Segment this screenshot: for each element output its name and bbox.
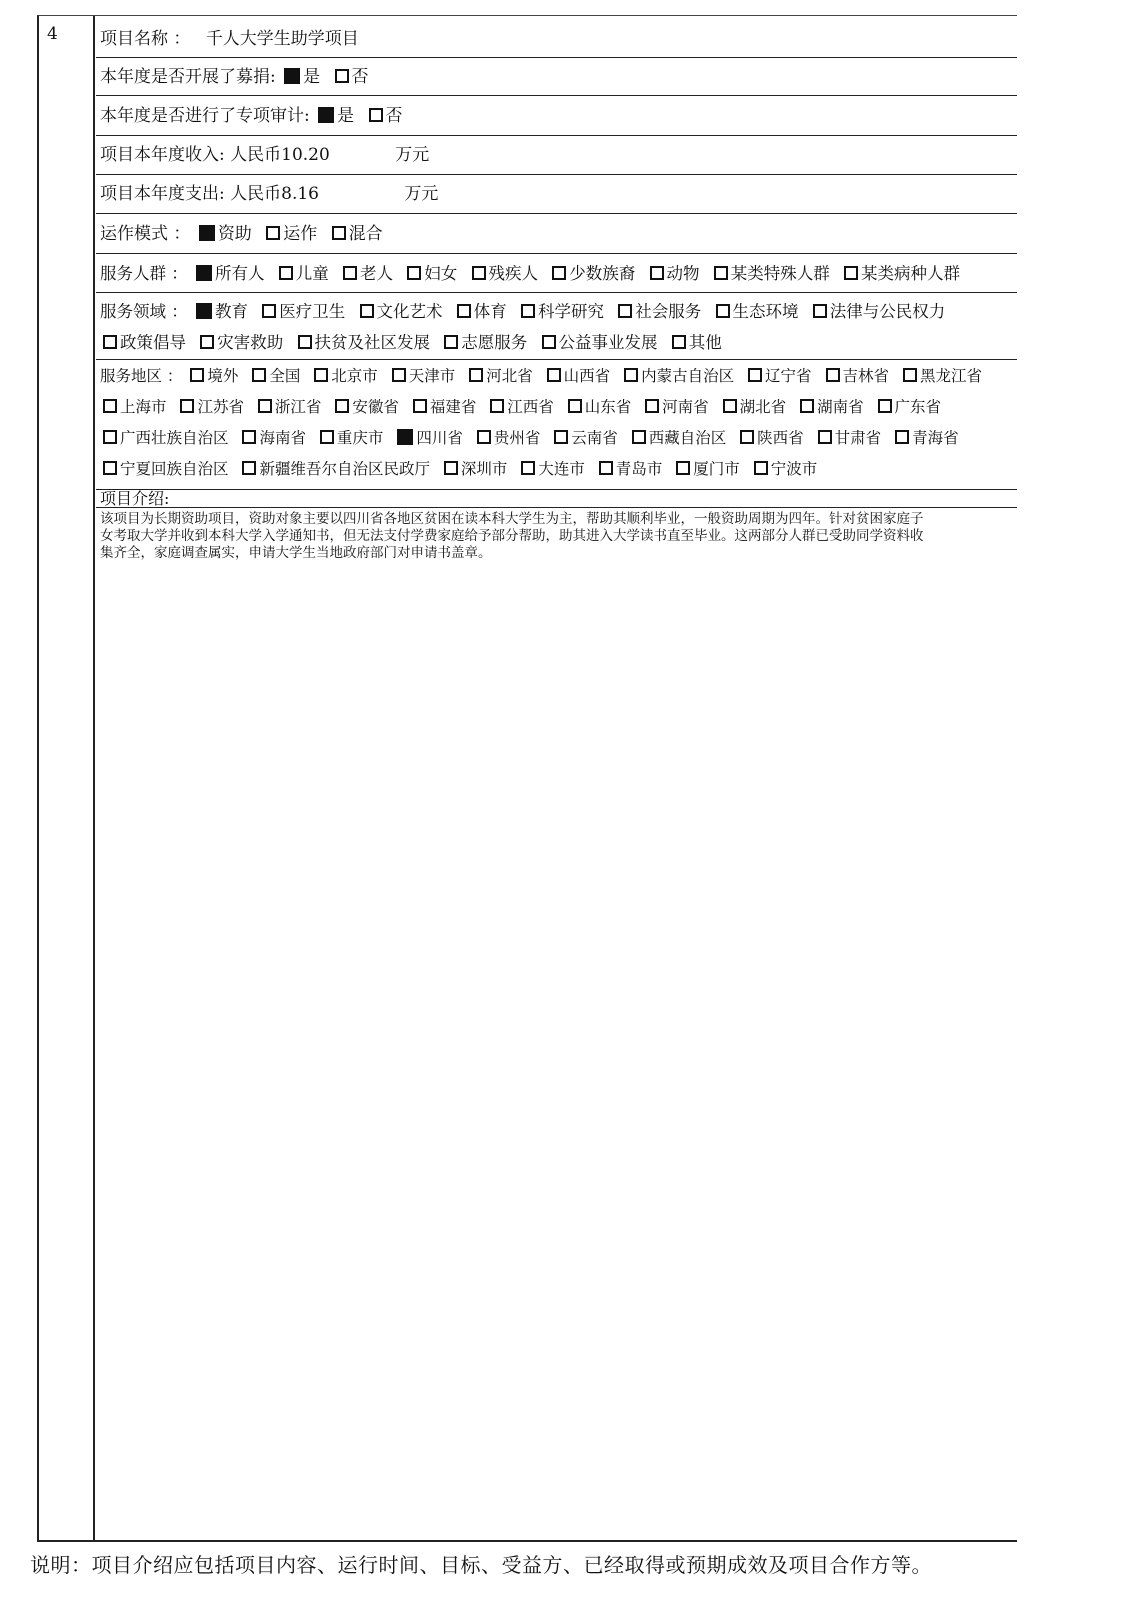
service-population-option xyxy=(647,264,706,283)
row-number: 4 xyxy=(47,24,58,44)
service-population-options xyxy=(193,264,966,283)
fundraising-option xyxy=(281,67,326,87)
service-region-option xyxy=(642,398,715,416)
unchecked-box-icon[interactable] xyxy=(457,304,471,318)
service-population-option-label: 老人 xyxy=(360,264,393,283)
service-region-option xyxy=(177,398,250,416)
audit-options xyxy=(315,106,408,126)
intro-text: 该项目为长期资助项目，资助对象主要以四川省各地区贫困在读本科大学生为主，帮助其顺利毕业，一般资助周期为四年。针对贫困家庭子女考取大学并收到本科大学入学通知书，但无法支付学费家庭给予部分帮助，助其进入大学读书直至毕业。这两部分人群已受助同学资料收集齐全，家庭调查属实，申请大学生当地政府部门对申请书盖章。 xyxy=(100,511,924,561)
unchecked-box-icon[interactable] xyxy=(490,399,504,413)
service-field-option xyxy=(259,302,351,321)
audit-option-label: 是 xyxy=(337,106,355,126)
service-field-option-label: 公益事业发展 xyxy=(558,333,658,352)
service-region-option xyxy=(410,398,483,416)
fundraising-option-label: 是 xyxy=(303,67,321,87)
service-region-option-label: 重庆市 xyxy=(336,429,384,447)
service-field-option-label: 政策倡导 xyxy=(120,333,186,352)
service-region-option xyxy=(565,398,638,416)
unchecked-box-icon[interactable] xyxy=(672,335,686,349)
unchecked-box-icon[interactable] xyxy=(314,368,328,382)
unchecked-box-icon[interactable] xyxy=(298,335,312,349)
operation-mode-label: 运作模式 ： xyxy=(100,224,191,244)
service-field-option-label: 社会服务 xyxy=(635,302,702,321)
service-region-option xyxy=(187,367,244,385)
unchecked-box-icon[interactable] xyxy=(200,335,214,349)
operation-mode-option xyxy=(263,224,323,244)
unchecked-box-icon[interactable] xyxy=(392,368,406,382)
checked-box-icon[interactable] xyxy=(196,303,212,319)
service-field-option xyxy=(539,333,664,352)
service-region-option-label: 安徽省 xyxy=(352,398,399,416)
service-region-label: 服务地区 ： xyxy=(100,367,183,385)
service-population-option xyxy=(276,264,335,283)
service-region-option xyxy=(255,398,328,416)
service-region-option-label: 广西壮族自治区 xyxy=(120,429,229,447)
operation-mode-option xyxy=(329,224,389,244)
unchecked-box-icon[interactable] xyxy=(599,461,613,475)
unchecked-box-icon[interactable] xyxy=(878,399,892,413)
service-region-option-label: 河南省 xyxy=(662,398,709,416)
unchecked-box-icon[interactable] xyxy=(444,335,458,349)
service-region-options xyxy=(100,367,988,478)
unchecked-box-icon[interactable] xyxy=(645,399,659,413)
service-population-option-label: 妇女 xyxy=(424,264,458,283)
service-region-option xyxy=(317,429,390,447)
service-region-option-label: 上海市 xyxy=(120,398,167,416)
service-population-option xyxy=(404,264,463,283)
unchecked-box-icon[interactable] xyxy=(332,226,346,240)
unchecked-box-icon[interactable] xyxy=(618,304,632,318)
service-field-option-label: 灾害救助 xyxy=(217,333,284,352)
service-region-option xyxy=(487,398,560,416)
expense-row xyxy=(96,175,1017,214)
service-region-option-label: 江西省 xyxy=(507,398,554,416)
unchecked-box-icon[interactable] xyxy=(800,399,814,413)
audit-option xyxy=(315,106,360,126)
service-population-option-label: 动物 xyxy=(666,264,700,283)
service-field-label: 服务领域 ： xyxy=(100,302,188,321)
unchecked-box-icon[interactable] xyxy=(252,368,266,382)
unchecked-box-icon[interactable] xyxy=(262,304,276,318)
service-field-option xyxy=(810,302,952,321)
expense-unit: 万元 xyxy=(404,184,439,204)
service-region-option-label: 宁夏回族自治区 xyxy=(120,460,229,478)
service-population-option-label: 某类特殊人群 xyxy=(730,264,830,283)
service-population-option xyxy=(193,264,271,283)
service-region-option xyxy=(596,460,669,478)
service-field-option xyxy=(441,333,533,352)
income-amount: 10.20 xyxy=(281,145,330,165)
fundraising-label: 本年度是否开展了募捐: xyxy=(100,67,276,87)
service-region-option xyxy=(544,367,617,385)
service-population-option xyxy=(469,264,545,283)
service-field-option xyxy=(357,302,449,321)
service-region-option xyxy=(100,398,173,416)
service-field-option xyxy=(197,333,289,352)
service-region-option-label: 贵州省 xyxy=(493,429,541,447)
service-field-option-label: 科学研究 xyxy=(538,302,604,321)
checked-box-icon[interactable] xyxy=(199,225,215,241)
service-region-option-label: 江苏省 xyxy=(197,398,244,416)
unchecked-box-icon[interactable] xyxy=(542,335,556,349)
unchecked-box-icon[interactable] xyxy=(472,266,486,280)
unchecked-box-icon[interactable] xyxy=(521,461,535,475)
service-region-option xyxy=(673,460,746,478)
service-population-option xyxy=(841,264,966,283)
service-region-option xyxy=(900,367,988,385)
project-name-row xyxy=(96,20,1017,58)
service-region-option xyxy=(332,398,405,416)
income-unit: 万元 xyxy=(395,145,430,165)
service-field-option-label: 医疗卫生 xyxy=(279,302,346,321)
unchecked-box-icon[interactable] xyxy=(813,304,827,318)
service-field-option-label: 法律与公民权力 xyxy=(829,302,946,321)
unchecked-box-icon[interactable] xyxy=(444,461,458,475)
unchecked-box-icon[interactable] xyxy=(190,368,204,382)
service-population-option xyxy=(340,264,399,283)
unchecked-box-icon[interactable] xyxy=(320,430,334,444)
service-field-option xyxy=(669,333,728,352)
fundraising-option xyxy=(332,67,375,87)
operation-mode-option-label: 混合 xyxy=(348,224,383,244)
service-region-option-label: 吉林省 xyxy=(842,367,890,385)
checked-box-icon[interactable] xyxy=(284,68,300,84)
service-region-option xyxy=(249,367,306,385)
service-population-option-label: 少数族裔 xyxy=(569,264,636,283)
service-region-option xyxy=(311,367,384,385)
expense-amount: 8.16 xyxy=(281,184,319,204)
unchecked-box-icon[interactable] xyxy=(360,304,374,318)
unchecked-box-icon[interactable] xyxy=(903,368,917,382)
service-region-option-label: 厦门市 xyxy=(693,460,740,478)
service-field-options xyxy=(100,302,951,352)
service-field-option-label: 扶贫及社区发展 xyxy=(314,333,430,352)
service-field-option xyxy=(295,333,437,352)
unchecked-box-icon[interactable] xyxy=(895,430,909,444)
service-region-option-label: 福建省 xyxy=(429,398,477,416)
service-population-label: 服务人群 ： xyxy=(100,264,188,283)
unchecked-box-icon[interactable] xyxy=(279,266,293,280)
fundraising-row xyxy=(96,58,1017,96)
unchecked-box-icon[interactable] xyxy=(335,69,349,83)
service-region-option-label: 河北省 xyxy=(486,367,533,385)
service-region-option xyxy=(737,429,810,447)
service-region-option-label: 内蒙古自治区 xyxy=(641,367,735,385)
service-region-option xyxy=(892,429,965,447)
unchecked-box-icon[interactable] xyxy=(624,368,638,382)
expense-label: 项目本年度支出: 人民币 xyxy=(100,184,282,204)
service-field-option-label: 志愿服务 xyxy=(461,333,528,352)
service-field-option-label: 文化艺术 xyxy=(376,302,443,321)
project-form-table xyxy=(37,15,1017,1542)
operation-mode-option-label: 运作 xyxy=(283,224,318,244)
unchecked-box-icon[interactable] xyxy=(469,368,483,382)
service-region-option-label: 青岛市 xyxy=(615,460,663,478)
unchecked-box-icon[interactable] xyxy=(369,108,383,122)
unchecked-box-icon[interactable] xyxy=(754,461,768,475)
service-region-option-label: 湖北省 xyxy=(739,398,787,416)
service-region-option-label: 天津市 xyxy=(408,367,456,385)
service-population-option-label: 残疾人 xyxy=(488,264,538,283)
service-region-option xyxy=(551,429,624,447)
unchecked-box-icon[interactable] xyxy=(180,399,194,413)
service-region-option-label: 湖南省 xyxy=(817,398,864,416)
service-population-option xyxy=(549,264,641,283)
footnote: 说明：项目介绍应包括项目内容、运行时间、目标、受益方、已经取得或预期成效及项目合作方等。 xyxy=(30,1553,932,1577)
service-region-option-label: 山东省 xyxy=(584,398,632,416)
service-region-option-label: 青海省 xyxy=(912,429,959,447)
unchecked-box-icon[interactable] xyxy=(258,399,272,413)
unchecked-box-icon[interactable] xyxy=(676,461,690,475)
unchecked-box-icon[interactable] xyxy=(818,430,832,444)
service-region-option xyxy=(797,398,870,416)
unchecked-box-icon[interactable] xyxy=(554,430,568,444)
income-label: 项目本年度收入: 人民币 xyxy=(100,145,282,165)
service-field-option xyxy=(193,302,254,321)
service-region-option-label: 陕西省 xyxy=(757,429,804,447)
income-row xyxy=(96,136,1017,175)
service-region-option xyxy=(629,429,733,447)
service-region-option-label: 境外 xyxy=(207,367,239,385)
operation-mode-option-label: 资助 xyxy=(217,224,252,244)
project-name-value: 千人大学生助学项目 xyxy=(205,29,359,49)
operation-mode-option xyxy=(196,224,258,244)
fundraising-option-label: 否 xyxy=(351,67,369,87)
service-region-option-label: 宁波市 xyxy=(770,460,818,478)
service-region-option xyxy=(389,367,462,385)
service-field-option xyxy=(518,302,610,321)
service-field-option xyxy=(713,302,805,321)
checked-box-icon[interactable] xyxy=(196,265,212,281)
unchecked-box-icon[interactable] xyxy=(343,266,357,280)
service-region-option xyxy=(100,429,235,447)
audit-option-label: 否 xyxy=(385,106,403,126)
service-region-option-label: 大连市 xyxy=(538,460,585,478)
unchecked-box-icon[interactable] xyxy=(650,266,664,280)
unchecked-box-icon[interactable] xyxy=(552,266,566,280)
service-field-option xyxy=(615,302,707,321)
service-field-option-label: 生态环境 xyxy=(732,302,799,321)
service-region-option xyxy=(239,429,312,447)
checked-box-icon[interactable] xyxy=(318,107,334,123)
service-field-option xyxy=(454,302,513,321)
audit-row xyxy=(96,96,1017,136)
service-region-option xyxy=(394,429,469,447)
service-field-option xyxy=(100,333,192,352)
intro-row xyxy=(96,490,1017,508)
service-region-option-label: 深圳市 xyxy=(460,460,508,478)
unchecked-box-icon[interactable] xyxy=(335,399,349,413)
service-region-option xyxy=(875,398,948,416)
service-region-option-label: 四川省 xyxy=(416,429,463,447)
service-region-option xyxy=(745,367,818,385)
service-population-option-label: 所有人 xyxy=(215,264,265,283)
service-region-option-label: 辽宁省 xyxy=(765,367,812,385)
service-region-option xyxy=(518,460,591,478)
service-region-option-label: 甘肃省 xyxy=(834,429,882,447)
service-population-option-label: 儿童 xyxy=(295,264,329,283)
unchecked-box-icon[interactable] xyxy=(103,430,117,444)
service-population-option xyxy=(711,264,836,283)
unchecked-box-icon[interactable] xyxy=(632,430,646,444)
service-region-option-label: 北京市 xyxy=(331,367,378,385)
service-population-option-label: 某类病种人群 xyxy=(861,264,960,283)
service-field-option-label: 体育 xyxy=(473,302,507,321)
unchecked-box-icon[interactable] xyxy=(740,430,754,444)
service-region-option-label: 西藏自治区 xyxy=(648,429,727,447)
service-region-option xyxy=(474,429,547,447)
unchecked-box-icon[interactable] xyxy=(242,461,256,475)
service-field-row xyxy=(96,294,1017,360)
unchecked-box-icon[interactable] xyxy=(826,368,840,382)
service-region-option-label: 新疆维吾尔自治区民政厅 xyxy=(259,460,430,478)
column-divider xyxy=(93,16,95,1540)
unchecked-box-icon[interactable] xyxy=(103,399,117,413)
intro-label: 项目介绍: xyxy=(100,490,170,508)
unchecked-box-icon[interactable] xyxy=(266,226,280,240)
service-region-row xyxy=(96,360,1017,490)
service-region-option-label: 云南省 xyxy=(571,429,618,447)
service-region-option xyxy=(100,460,235,478)
service-region-option xyxy=(823,367,896,385)
unchecked-box-icon[interactable] xyxy=(547,368,561,382)
unchecked-box-icon[interactable] xyxy=(521,304,535,318)
service-region-option xyxy=(239,460,436,478)
service-region-option xyxy=(621,367,740,385)
operation-mode-row xyxy=(96,214,1017,254)
operation-mode-options xyxy=(196,224,389,244)
unchecked-box-icon[interactable] xyxy=(103,461,117,475)
project-details xyxy=(96,16,1017,1540)
service-region-option xyxy=(441,460,514,478)
service-region-option xyxy=(466,367,539,385)
service-region-option-label: 浙江省 xyxy=(274,398,322,416)
audit-option xyxy=(366,106,409,126)
project-name-label: 项目名称 ： xyxy=(100,29,191,49)
fundraising-options xyxy=(281,67,374,87)
service-region-option xyxy=(815,429,888,447)
unchecked-box-icon[interactable] xyxy=(477,430,491,444)
service-field-option-label: 其他 xyxy=(688,333,722,352)
unchecked-box-icon[interactable] xyxy=(714,266,728,280)
service-region-option-label: 广东省 xyxy=(894,398,942,416)
unchecked-box-icon[interactable] xyxy=(716,304,730,318)
service-field-option-label: 教育 xyxy=(215,302,248,321)
unchecked-box-icon[interactable] xyxy=(103,335,117,349)
unchecked-box-icon[interactable] xyxy=(242,430,256,444)
unchecked-box-icon[interactable] xyxy=(748,368,762,382)
service-region-option-label: 海南省 xyxy=(259,429,306,447)
unchecked-box-icon[interactable] xyxy=(413,399,427,413)
audit-label: 本年度是否进行了专项审计: xyxy=(100,106,310,126)
unchecked-box-icon[interactable] xyxy=(844,266,858,280)
unchecked-box-icon[interactable] xyxy=(407,266,421,280)
checked-box-icon[interactable] xyxy=(397,429,413,445)
unchecked-box-icon[interactable] xyxy=(723,399,737,413)
service-region-option-label: 全国 xyxy=(269,367,301,385)
unchecked-box-icon[interactable] xyxy=(568,399,582,413)
service-population-row xyxy=(96,254,1017,293)
service-region-option-label: 山西省 xyxy=(563,367,611,385)
service-region-option xyxy=(751,460,824,478)
service-region-option xyxy=(720,398,793,416)
service-region-option-label: 黑龙江省 xyxy=(919,367,982,385)
